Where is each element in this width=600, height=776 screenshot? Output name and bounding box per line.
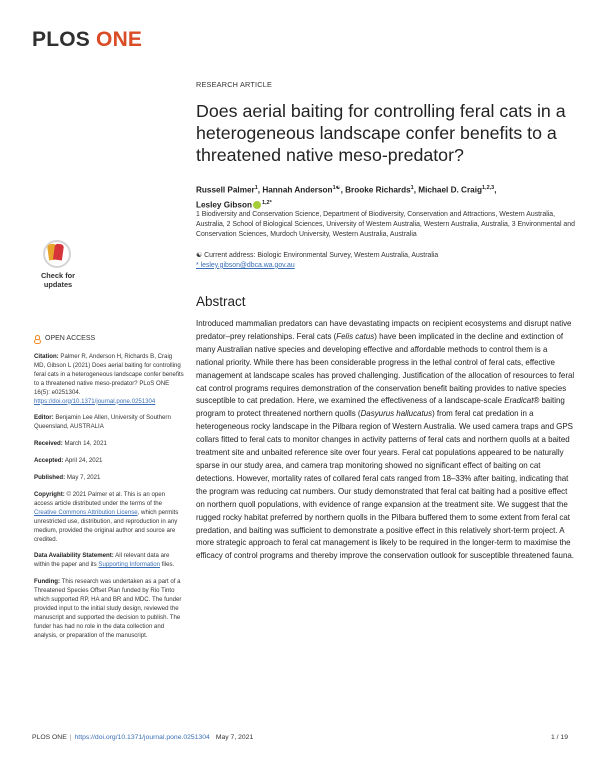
- author-list: Russell Palmer$^1$, Hannah Anderson$^{1☯}$, Brooke Richards$^1$, Michael D. Craig$^{1,2,3}$, Lesley Gibson $^{1,2*}$: [196, 185, 497, 210]
- received-label: Received:: [34, 440, 63, 448]
- journal-logo[interactable]: [32, 28, 142, 52]
- published-date: May 7, 2021: [66, 474, 101, 482]
- open-lock-icon: [34, 335, 41, 344]
- author-name[interactable]: Michael D. Craig: [418, 185, 482, 195]
- badge-line2: updates: [43, 280, 73, 289]
- supporting-information-link[interactable]: Supporting Information: [98, 561, 161, 569]
- abstract-body: [196, 318, 577, 563]
- accepted-label: Accepted:: [34, 457, 64, 465]
- article-type: RESEARCH ARTICLE: [196, 80, 273, 89]
- data-availability-text-end: files.: [161, 561, 175, 569]
- author-affil-sup: 1: [254, 185, 258, 191]
- current-address: ☯ Current address: Biologic Environmental Survey, Western Australia, Australia: [196, 252, 439, 259]
- copyright-block: [34, 491, 184, 544]
- product-name: Eradicat®: [504, 396, 540, 406]
- abstract-part: ) from feral cat predation in a heterogeneous rocky landscape in the Pilbara region of Western Australia. We used camera traps and GPS collars fitted to feral cats to monitor changes in activity patterns of feral cats and northern quolls at a baited treatment site and unbaited reference site over four years. Feral cat populations appeared to be naturally sparse in our study area, and camera trap monitoring showed no significant effect of baiting on cat detections. However, mortality rates of collared feral cats ranged from 18–33% after baiting, indicating that the program was reducing cat numbers. Our study demonstrated that feral cat baiting had a positive effect on northern quoll populations, with evidence of range expansion at the treatment site. We suggest that the rugged rocky habitat preferred by northern quolls in the Pilbara buffered them to some extent from feral cat predation, and baiting was sufficient to demonstrate a positive effect in this relatively short-term project. A more strategic approach to feral cat management is likely to be required in the longer-term to maximise the efficacy of control programs and thereby improve the conservation outlook for susceptible threatened fauna.: [196, 409, 574, 561]
- copyright-text: © 2021 Palmer et al. This is an open access article distributed under the terms of the: [34, 490, 166, 507]
- author-name[interactable]: Hannah Anderson: [262, 185, 333, 195]
- open-access-label: [34, 335, 184, 344]
- logo-one: ONE: [96, 28, 143, 51]
- citation-block: [34, 353, 184, 406]
- author-affil-sup: 1: [410, 185, 414, 191]
- editor-block: [34, 414, 184, 432]
- abstract-part: ) have been implicated in the decline and extinction of many Australian native species and developing effective and affordable methods to control them is a national priority. While there has been considerable progress in the lethal control of feral cats, effective management at landscape scales has proved challenging. Justification of the allocation of resources to feral cat control programs requires demonstration of the conservation benefit baiting provides to native species susceptible to cat predation. Here, we examined the effectiveness of a landscape-scale: [196, 331, 575, 406]
- data-availability-text: All relevant data are within the paper and its: [34, 552, 170, 569]
- citation-text: Palmer R, Anderson H, Richards B, Craig MD, Gibson L (2021) Does aerial baiting for controlling feral cats in a heterogeneous landscape confer benefits to a threatened native meso-predator? PLoS ONE 16(5): e0251304.: [34, 353, 184, 396]
- author-name[interactable]: Russell Palmer: [196, 185, 255, 195]
- orcid-icon[interactable]: [253, 201, 261, 209]
- copyright-label: Copyright:: [34, 490, 65, 498]
- author-affil-sup: 1,2*: [261, 199, 272, 206]
- funding-block: [34, 578, 184, 640]
- footer-doi-link[interactable]: https://doi.org/10.1371/journal.pone.0251304: [74, 734, 210, 741]
- author-name[interactable]: Brooke Richards: [345, 185, 411, 195]
- footer-date: May 7, 2021: [215, 734, 254, 741]
- editor-label: Editor:: [34, 414, 54, 422]
- funding-text: This research was undertaken as a part of a Threatened Species Offset Plan funded by Rio Tinto which supported RP, HA and BR and MDC. The funder provided input to the initial study design, reviewed the manuscript and supported the decision to publish. The funder has had no role in the data collection and analysis, or preparation of the manuscript.: [34, 578, 182, 639]
- citation-doi-link[interactable]: https://doi.org/10.1371/journal.pone.0251304: [34, 397, 156, 405]
- data-availability-block: [34, 552, 184, 570]
- check-for-updates-badge[interactable]: [34, 240, 82, 296]
- author-affil-sup: 1,2,3: [481, 185, 495, 191]
- badge-label: [34, 271, 82, 289]
- accepted-block: [34, 457, 184, 466]
- abstract-part: Introduced mammalian predators can have devastating impacts on recipient ecosystems and disrupt native predator–prey relationships. Feral cats (: [196, 319, 572, 341]
- badge-line1: Check for: [40, 271, 76, 280]
- editor-text: Benjamin Lee Allen, University of Southern Queensland, AUSTRALIA: [34, 414, 171, 431]
- funding-label: Funding:: [34, 578, 61, 586]
- received-block: [34, 440, 184, 449]
- copyright-text-end: , which permits unrestricted use, distribution, and reproduction in any medium, provided the original author and source are credited.: [34, 508, 179, 543]
- abstract-part: baiting program to protect threatened northern quolls (: [196, 396, 565, 419]
- data-availability-label: Data Availability Statement:: [34, 552, 114, 560]
- affiliations: 1 Biodiversity and Conservation Science, Department of Biodiversity, Conservation and Attractions, Western Australia, Australia, 2 School of Biological Sciences, University of Western Australia, Western Australia, Australia, 3 Environmental and Conservation Sciences, Murdoch University, Western Australia, Australia: [196, 211, 575, 238]
- page-footer: PLOS ONE | https://doi.org/10.1371/journal.pone.0251304 May 7, 2021: [32, 734, 254, 741]
- author-affil-sup: 1☯: [332, 185, 341, 191]
- received-date: March 14, 2021: [64, 440, 107, 448]
- license-link[interactable]: Creative Commons Attribution License: [34, 508, 138, 516]
- footer-journal: PLOS ONE: [32, 734, 67, 741]
- published-label: Published:: [34, 474, 66, 482]
- open-access-text: OPEN ACCESS: [45, 335, 96, 343]
- abstract-heading: Abstract: [196, 294, 246, 309]
- author-name[interactable]: Lesley Gibson: [196, 200, 252, 210]
- species-name: Dasyurus hallucatus: [360, 409, 433, 419]
- article-title: Does aerial baiting for controlling feral cats in a heterogeneous landscape confer benefits to a threatened native meso-predator?: [196, 101, 566, 165]
- citation-label: Citation:: [34, 353, 59, 360]
- page-number: 1 / 19: [550, 734, 568, 741]
- correspondence: [196, 251, 576, 271]
- species-name: Felis catus: [336, 331, 375, 341]
- article-sidebar: [34, 335, 184, 649]
- corresponding-email[interactable]: * lesley.gibson@dbca.wa.gov.au: [196, 261, 295, 269]
- logo-plos: PLOS: [32, 28, 90, 51]
- published-block: [34, 474, 184, 483]
- accepted-date: April 24, 2021: [64, 457, 103, 465]
